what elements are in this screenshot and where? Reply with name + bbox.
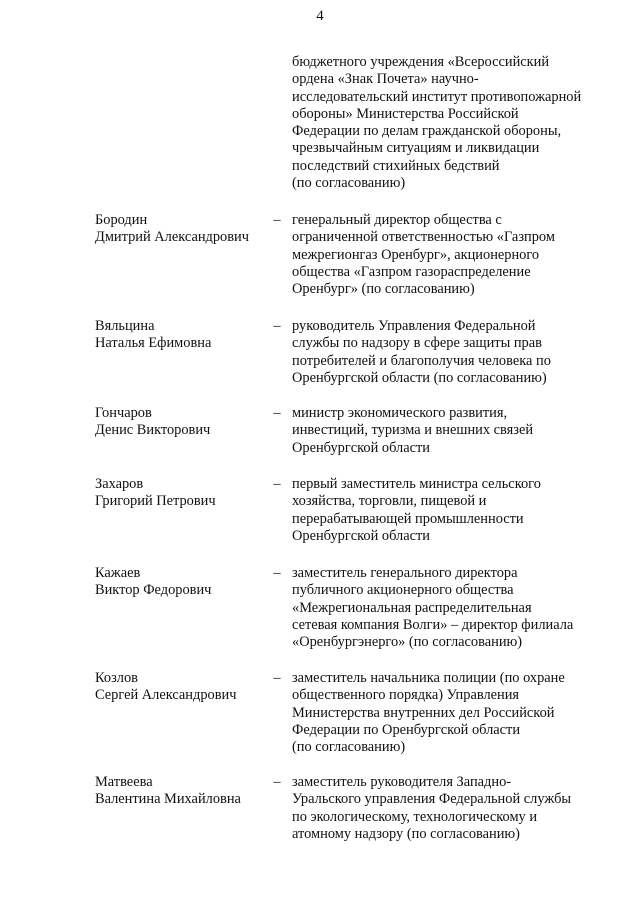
- dash-separator: –: [273, 405, 281, 421]
- role-line: Министерства внутренних дел Российской: [292, 704, 555, 721]
- text-line: Федерации по делам гражданской обороны,: [292, 123, 562, 140]
- role-line: публичного акционерного общества: [292, 582, 514, 599]
- role-line: сетевая компания Волги» – директор филиала: [292, 616, 574, 633]
- member-given-names: Дмитрий Александрович: [95, 229, 249, 246]
- text-line: бюджетного учреждения «Всероссийский: [292, 54, 550, 70]
- member-role: [292, 670, 622, 756]
- role-line: потребителей и благополучия человека по: [292, 352, 551, 369]
- role-line: ограниченной ответственностью «Газпром: [292, 229, 555, 246]
- member-given-names: Валентина Михайловна: [95, 791, 241, 808]
- member-name: [95, 476, 270, 511]
- dash-separator: –: [273, 670, 281, 686]
- member-given-names: Виктор Федорович: [95, 582, 212, 599]
- member-role: [292, 476, 622, 545]
- member-name: [95, 212, 270, 247]
- role-line: по экологическому, технологическому и: [292, 808, 538, 825]
- role-line: «Оренбургэнерго» (по согласованию): [292, 634, 523, 651]
- member-role: [292, 212, 622, 298]
- role-line: Федерации по Оренбургской области: [292, 721, 521, 738]
- member-surname: Гончаров: [95, 405, 152, 421]
- role-line: общественного порядка) Управления: [292, 687, 520, 704]
- dash-separator: –: [273, 212, 281, 228]
- member-surname: Козлов: [95, 670, 138, 686]
- role-line: общества «Газпром газораспределение: [292, 263, 531, 280]
- text-line: чрезвычайным ситуациям и ликвидации: [292, 140, 540, 157]
- text-line: обороны» Министерства Российской: [292, 105, 519, 122]
- text-line: ордена «Знак Почета» научно-: [292, 71, 479, 88]
- role-line: заместитель начальника полиции (по охране: [292, 670, 565, 686]
- member-surname: Матвеева: [95, 774, 153, 790]
- member-given-names: Сергей Александрович: [95, 687, 237, 704]
- text-line: исследовательский институт противопожарной: [292, 88, 582, 105]
- role-line: (по согласованию): [292, 739, 406, 756]
- member-name: [95, 774, 270, 809]
- role-line: генеральный директор общества с: [292, 212, 502, 228]
- continuation-text: [292, 54, 622, 192]
- text-line: последствий стихийных бедствий: [292, 157, 500, 174]
- member-name: [95, 565, 270, 600]
- member-role: [292, 774, 622, 843]
- dash-separator: –: [273, 565, 281, 581]
- member-role: [292, 565, 622, 651]
- member-name: [95, 318, 270, 353]
- role-line: перерабатывающей промышленности: [292, 510, 524, 527]
- role-line: Оренбург» (по согласованию): [292, 281, 475, 298]
- dash-separator: –: [273, 774, 281, 790]
- member-given-names: Григорий Петрович: [95, 493, 216, 510]
- role-line: заместитель руководителя Западно-: [292, 774, 512, 790]
- role-line: инвестиций, туризма и внешних связей: [292, 422, 534, 439]
- role-line: Оренбургской области: [292, 527, 430, 544]
- member-role: [292, 318, 622, 387]
- role-line: руководитель Управления Федеральной: [292, 318, 536, 334]
- role-line: Оренбургской области: [292, 439, 430, 456]
- role-line: «Межрегиональная распределительная: [292, 599, 532, 616]
- member-given-names: Наталья Ефимовна: [95, 335, 212, 352]
- role-line: службы по надзору в сфере защиты прав: [292, 335, 542, 352]
- dash-separator: –: [273, 476, 281, 492]
- role-line: атомному надзору (по согласованию): [292, 825, 520, 842]
- member-surname: Кажаев: [95, 565, 141, 581]
- dash-separator: –: [273, 318, 281, 334]
- member-surname: Бородин: [95, 212, 148, 228]
- role-line: межрегионгаз Оренбург», акционерного: [292, 246, 540, 263]
- page-number: 4: [316, 8, 324, 24]
- member-name: [95, 670, 270, 705]
- role-line: Оренбургской области (по согласованию): [292, 369, 547, 386]
- member-surname: Вяльцина: [95, 318, 155, 334]
- member-given-names: Денис Викторович: [95, 422, 211, 439]
- member-role: [292, 405, 622, 457]
- role-line: первый заместитель министра сельского: [292, 476, 541, 492]
- member-surname: Захаров: [95, 476, 144, 492]
- member-name: [95, 405, 270, 440]
- role-line: министр экономического развития,: [292, 405, 508, 421]
- role-line: Уральского управления Федеральной службы: [292, 791, 572, 808]
- role-line: заместитель генерального директора: [292, 565, 518, 581]
- role-line: хозяйства, торговли, пищевой и: [292, 493, 487, 510]
- text-line: (по согласованию): [292, 175, 406, 192]
